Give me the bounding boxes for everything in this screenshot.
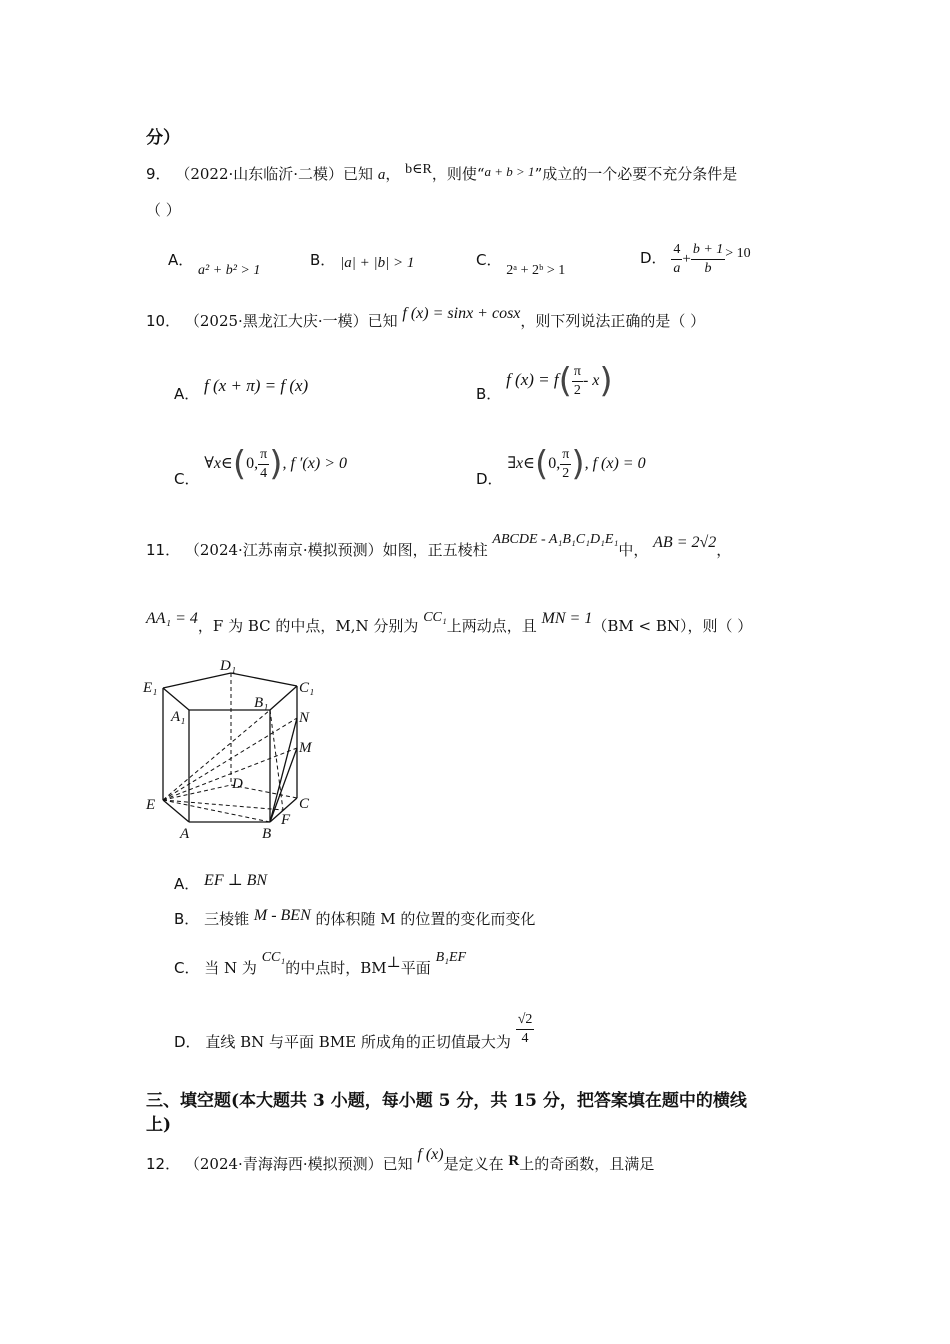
q11-option-a[interactable] <box>174 874 267 895</box>
question-10-stem <box>146 305 706 332</box>
q11-option-c[interactable] <box>174 950 467 980</box>
q11-option-c-plane: B₁EF <box>435 950 467 965</box>
q11-stem-d: ，F 为 BC 的中点，M,N 分别为 <box>197 617 419 635</box>
q10-option-d-label: D． <box>476 470 503 488</box>
q10-option-d[interactable]: D． ∃x∈(0, $\frac{\pi}{2}$ ), f (x) = 0 <box>476 444 646 488</box>
label-e: E <box>146 797 156 813</box>
edge-d1-c1 <box>231 673 297 686</box>
q11-stem-a: 如图，正五棱柱 <box>382 541 488 559</box>
q9-option-c[interactable] <box>476 250 566 278</box>
segment-b-m <box>270 748 297 822</box>
q11-cc1: CC₁ <box>423 610 447 625</box>
q11-prism: ABCDE - A₁B₁C₁D₁E₁ <box>492 532 619 547</box>
q10-stem-a: 已知 <box>367 312 398 330</box>
q9-option-b[interactable] <box>310 250 414 271</box>
q10-option-c-left: ∀x∈ <box>204 455 233 472</box>
dashed-e-b <box>163 800 270 822</box>
q10-option-a[interactable] <box>174 376 309 404</box>
dashed-e-n <box>163 718 297 800</box>
q11-option-b-text-a: 三棱锥 <box>204 910 250 928</box>
label-m: M <box>299 740 312 756</box>
q11-option-c-perp: ⊥ <box>386 955 401 971</box>
q10-option-d-frac-den: 2 <box>562 465 570 481</box>
q11-stem-c: ， <box>716 541 732 559</box>
label-a: A <box>180 826 190 842</box>
q11-number: 11． <box>146 541 181 559</box>
label-a1: A₁ <box>171 709 186 725</box>
q12-function: f (x) <box>417 1146 444 1163</box>
q11-option-d-frac <box>516 1011 535 1048</box>
section-heading-line1: 三、填空题(本大题共 3 小题，每小题 5 分，共 15 分，把答案填在题中的横线 <box>146 1091 747 1111</box>
q11-stem-e: 上两动点，且 <box>446 617 537 635</box>
q10-option-d-frac <box>560 446 571 483</box>
q9-source: （2022·山东临沂·二模） <box>175 165 344 183</box>
q10-option-d-frac-num: π <box>560 446 571 465</box>
q11-option-a-label: A． <box>174 875 200 893</box>
q9-option-d-frac1-den: a <box>673 260 681 276</box>
q10-option-b-tail: - x <box>582 372 600 389</box>
q9-option-d-frac2-num: b + 1 <box>691 241 725 260</box>
q11-option-d-text: 直线 BN 与平面 BME 所成角的正切值最大为 <box>205 1033 511 1051</box>
q9-option-a-expr: a² + b² > 1 <box>198 263 261 278</box>
q10-option-d-tail: , f (x) = 0 <box>584 455 646 472</box>
q10-option-b-frac-num: π <box>572 363 583 382</box>
q9-option-d-label: D． <box>640 249 667 267</box>
q10-option-c-frac-den: 4 <box>260 465 268 481</box>
q12-set: R <box>508 1153 520 1169</box>
label-b: B <box>262 826 272 842</box>
q9-answer-blank: （ ） <box>146 201 181 219</box>
q10-option-a-expr: f (x + π) = f (x) <box>204 376 309 395</box>
question-9-stem <box>146 164 737 186</box>
q9-option-d[interactable] <box>640 236 751 280</box>
q10-option-c-label: C． <box>174 470 200 488</box>
q10-option-c-frac <box>258 446 269 483</box>
q11-option-c-text-a: 当 N 为 <box>204 959 257 977</box>
q11-option-c-text-b: 的中点时，BM <box>285 959 387 977</box>
edge-e1-d1 <box>163 673 231 688</box>
q10-option-c-frac-num: π <box>258 446 269 465</box>
q9-option-a[interactable] <box>168 250 261 278</box>
q10-option-c-int-left: 0, <box>246 455 259 472</box>
question-11-stem-line2 <box>146 610 753 638</box>
q9-stem-c: ”成立的一个必要不充分条件是 <box>534 165 738 183</box>
question-11-stem-line1 <box>146 532 732 562</box>
dashed-e-m <box>163 748 297 800</box>
q11-option-b[interactable] <box>174 909 535 930</box>
q11-option-b-label: B． <box>174 910 200 928</box>
q9-comma: ， <box>385 165 401 183</box>
q10-number: 10． <box>146 312 181 330</box>
q10-option-c-tail: , f ′(x) > 0 <box>282 455 347 472</box>
q12-number: 12． <box>146 1155 181 1173</box>
q9-option-d-frac2 <box>691 241 725 278</box>
label-d1: D₁ <box>220 658 237 674</box>
q10-option-d-left: ∃x∈ <box>507 455 535 472</box>
pentagonal-prism-figure <box>140 652 340 848</box>
q11-source: （2024·江苏南京·模拟预测） <box>184 541 383 559</box>
q10-option-a-label: A． <box>174 385 200 403</box>
q9-var-a: a <box>377 167 386 183</box>
q11-option-d-label: D． <box>174 1033 201 1051</box>
q11-stem-f: （BM < BN），则（ ） <box>592 617 753 635</box>
label-n: N <box>299 710 310 726</box>
q11-option-d-frac-den: 4 <box>521 1030 529 1046</box>
q12-stem-b: 是定义在 <box>443 1155 504 1173</box>
q9-option-d-frac2-den: b <box>704 260 712 276</box>
q10-option-b-frac <box>572 363 583 400</box>
edge-a1-e1 <box>163 688 189 710</box>
edge-c1-b1 <box>270 686 297 710</box>
q10-option-b-label: B． <box>476 385 502 403</box>
q9-option-b-label: B． <box>310 251 336 269</box>
q11-ab-eq: AB = 2√2 <box>653 534 717 551</box>
q11-mn-eq: MN = 1 <box>541 610 593 627</box>
q9-condition: a + b > 1 <box>484 164 535 179</box>
q10-option-b-frac-den: 2 <box>573 382 581 398</box>
q12-stem-a: 已知 <box>382 1155 413 1173</box>
dashed-e-f <box>163 800 283 810</box>
q11-option-b-expr: M - BEN <box>253 907 311 924</box>
label-c: C <box>299 796 310 812</box>
edge-e-a <box>163 800 189 822</box>
q9-option-c-expr: 2ᵃ + 2ᵇ > 1 <box>506 263 566 278</box>
q11-option-a-expr: EF ⊥ BN <box>204 872 268 889</box>
label-d: D <box>232 776 243 792</box>
q9-b-in-R: b∈R <box>405 162 432 177</box>
q9-option-c-label: C． <box>476 251 502 269</box>
q10-option-b[interactable]: B． f (x) = f( $\frac{\pi}{2}$ - x) <box>476 361 613 403</box>
label-c1: C₁ <box>299 680 315 696</box>
q9-option-b-expr: |a| + |b| > 1 <box>340 255 415 271</box>
q10-function: f (x) = sinx + cosx <box>402 305 521 322</box>
q12-source: （2024·青海海西·模拟预测） <box>184 1155 383 1173</box>
q10-option-b-left: f (x) = f <box>506 370 559 389</box>
q9-option-a-label: A． <box>168 251 194 269</box>
section-heading-line2: 上) <box>146 1115 172 1135</box>
q12-stem-c: 上的奇函数，且满足 <box>519 1155 655 1173</box>
label-e1: E₁ <box>143 680 158 696</box>
q10-stem-b: ，则下列说法正确的是（ ） <box>520 312 706 330</box>
q11-option-b-text-b: 的体积随 M 的位置的变化而变化 <box>315 910 536 928</box>
label-b1: B₁ <box>254 695 269 711</box>
q11-option-c-expr: CC₁ <box>261 950 286 965</box>
q11-option-c-label: C． <box>174 959 200 977</box>
q9-option-d-frac1 <box>671 241 682 278</box>
q11-aa1-eq: AA₁ = 4 <box>146 610 198 627</box>
q10-source: （2025·黑龙江大庆·一模） <box>184 312 368 330</box>
label-f: F <box>281 812 291 828</box>
q11-option-d-frac-num: √2 <box>516 1011 535 1030</box>
q11-option-d[interactable] <box>174 1004 534 1052</box>
q11-stem-b: 中， <box>618 541 649 559</box>
question-12-stem <box>146 1146 655 1175</box>
q9-stem-a: 已知 <box>343 165 374 183</box>
page-header-fragment: 分） <box>146 128 180 148</box>
q9-option-d-plus: + <box>682 251 691 267</box>
q10-option-d-int-left: 0, <box>548 455 561 472</box>
q9-stem-b: ，则使“ <box>431 165 485 183</box>
q9-option-d-tail: > 10 <box>725 246 751 261</box>
q11-option-c-text-c: 平面 <box>400 959 431 977</box>
segment-b-n <box>270 718 297 822</box>
q9-number: 9． <box>146 165 171 183</box>
q9-option-d-frac1-num: 4 <box>671 241 682 260</box>
q10-option-c[interactable]: C． ∀x∈(0, $\frac{\pi}{4}$ ), f ′(x) > 0 <box>174 444 347 488</box>
